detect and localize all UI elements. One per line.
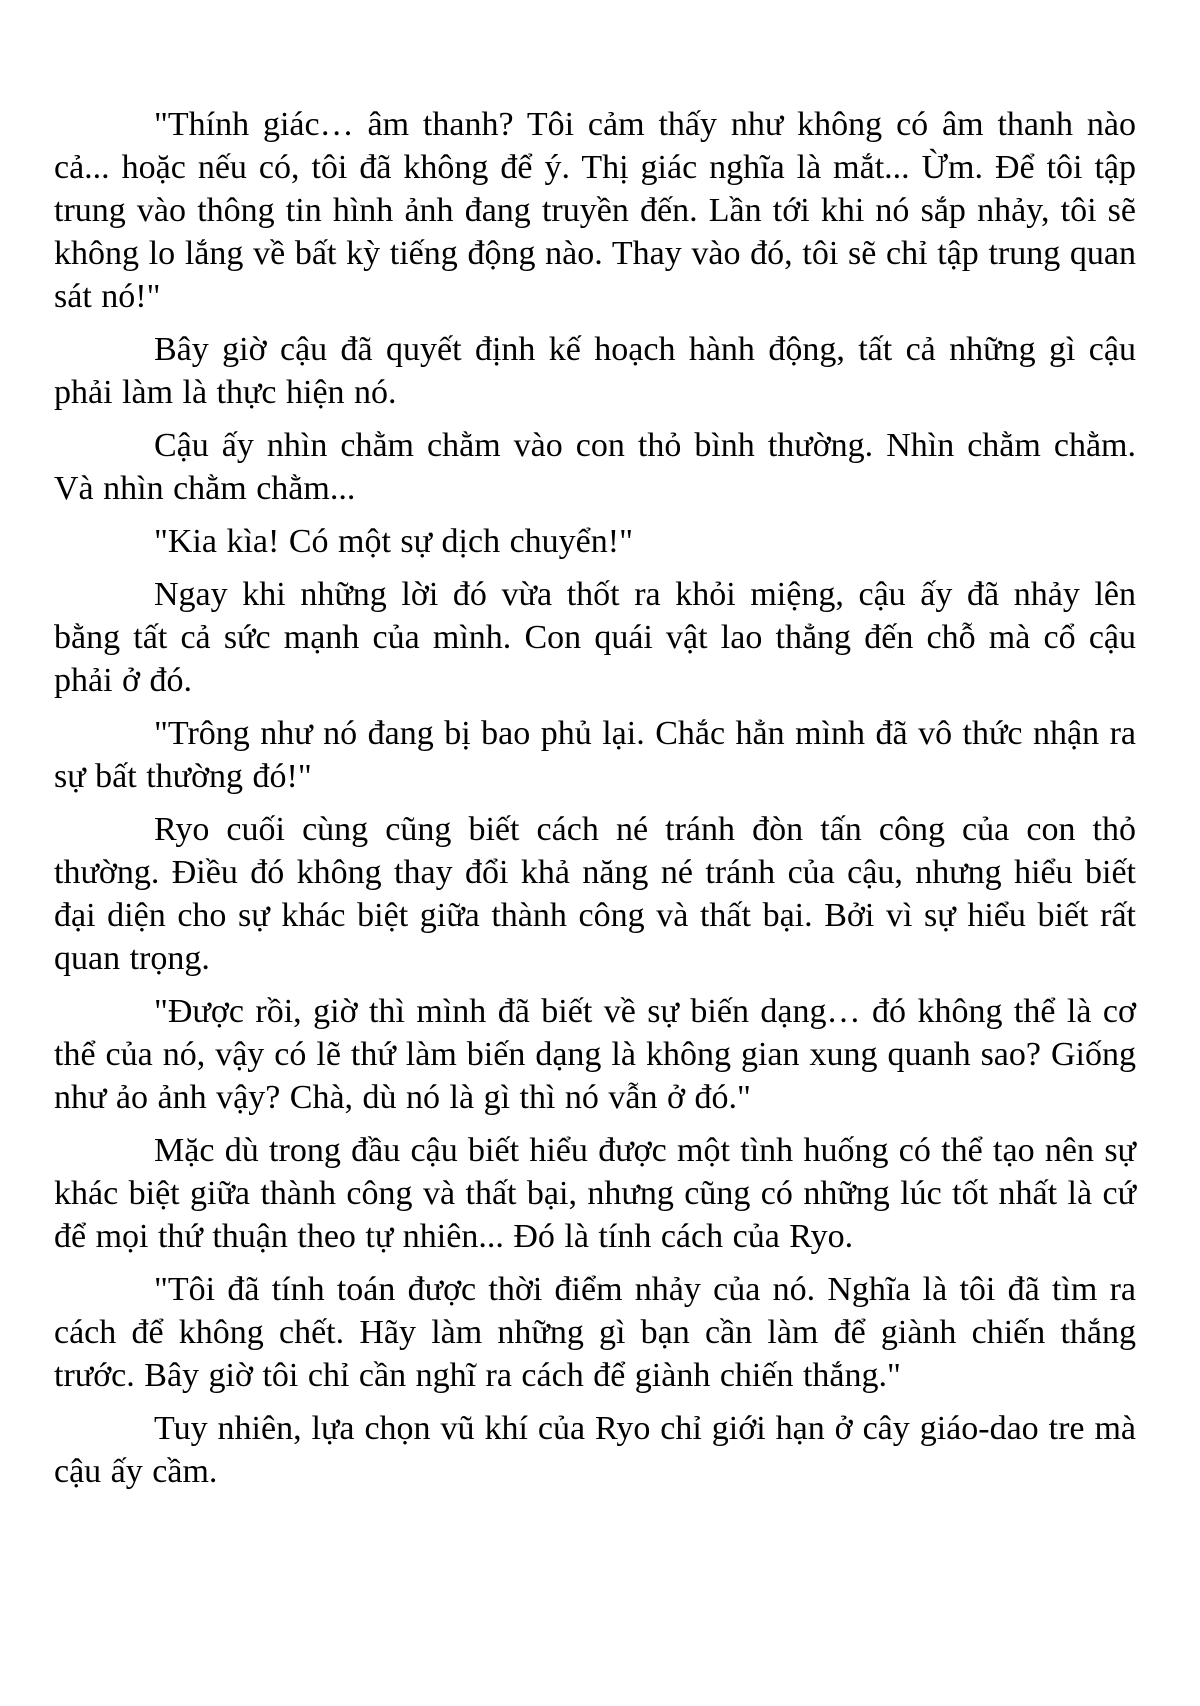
- paragraph-narration: Tuy nhiên, lựa chọn vũ khí của Ryo chỉ giới hạn ở cây giáo-dao tre mà cậu ấy cầm.: [54, 1410, 1136, 1490]
- paragraph-dialogue: "Thính giác… âm thanh? Tôi cảm thấy như không có âm thanh nào cả... hoặc nếu có, tôi đã không để ý. Thị giác nghĩa là mắt... Ừm. Để tôi tập trung vào thông tin hình ảnh đang truyền đến. Lần tới khi nó sắp nhảy, tôi sẽ không lo lắng về bất kỳ tiếng động nào. Thay vào đó, tôi sẽ chỉ tập trung quan sát nó!": [54, 106, 1136, 315]
- paragraph-dialogue: "Kia kìa! Có một sự dịch chuyển!": [154, 523, 633, 560]
- paragraph-narration: Ryo cuối cùng cũng biết cách né tránh đòn tấn công của con thỏ thường. Điều đó không thay đổi khả năng né tránh của cậu, nhưng hiểu biết đại diện cho sự khác biệt giữa thành công và thất bại. Bởi vì sự hiểu biết rất quan trọng.: [54, 811, 1136, 977]
- paragraph-narration: Cậu ấy nhìn chằm chằm vào con thỏ bình thường. Nhìn chằm chằm. Và nhìn chằm chằm...: [54, 427, 1136, 507]
- paragraph-narration: Ngay khi những lời đó vừa thốt ra khỏi miệng, cậu ấy đã nhảy lên bằng tất cả sức mạnh của mình. Con quái vật lao thẳng đến chỗ mà cổ cậu phải ở đó.: [54, 576, 1136, 699]
- paragraph-dialogue: "Tôi đã tính toán được thời điểm nhảy của nó. Nghĩa là tôi đã tìm ra cách để không chết. Hãy làm những gì bạn cần làm để giành chiến thắng trước. Bây giờ tôi chỉ cần nghĩ ra cách để giành chiến thắng.": [54, 1271, 1136, 1394]
- paragraph-narration: Bây giờ cậu đã quyết định kế hoạch hành động, tất cả những gì cậu phải làm là thực hiện nó.: [54, 331, 1136, 411]
- paragraph-narration: Mặc dù trong đầu cậu biết hiểu được một tình huống có thể tạo nên sự khác biệt giữa thành công và thất bại, nhưng cũng có những lúc tốt nhất là cứ để mọi thứ thuận theo tự nhiên... Đó là tính cách của Ryo.: [54, 1132, 1136, 1255]
- paragraph-dialogue: "Được rồi, giờ thì mình đã biết về sự biến dạng… đó không thể là cơ thể của nó, vậy có lẽ thứ làm biến dạng là không gian xung quanh sao? Giống như ảo ảnh vậy? Chà, dù nó là gì thì nó vẫn ở đó.": [54, 993, 1136, 1116]
- paragraph-dialogue: "Trông như nó đang bị bao phủ lại. Chắc hẳn mình đã vô thức nhận ra sự bất thường đó!": [54, 715, 1136, 795]
